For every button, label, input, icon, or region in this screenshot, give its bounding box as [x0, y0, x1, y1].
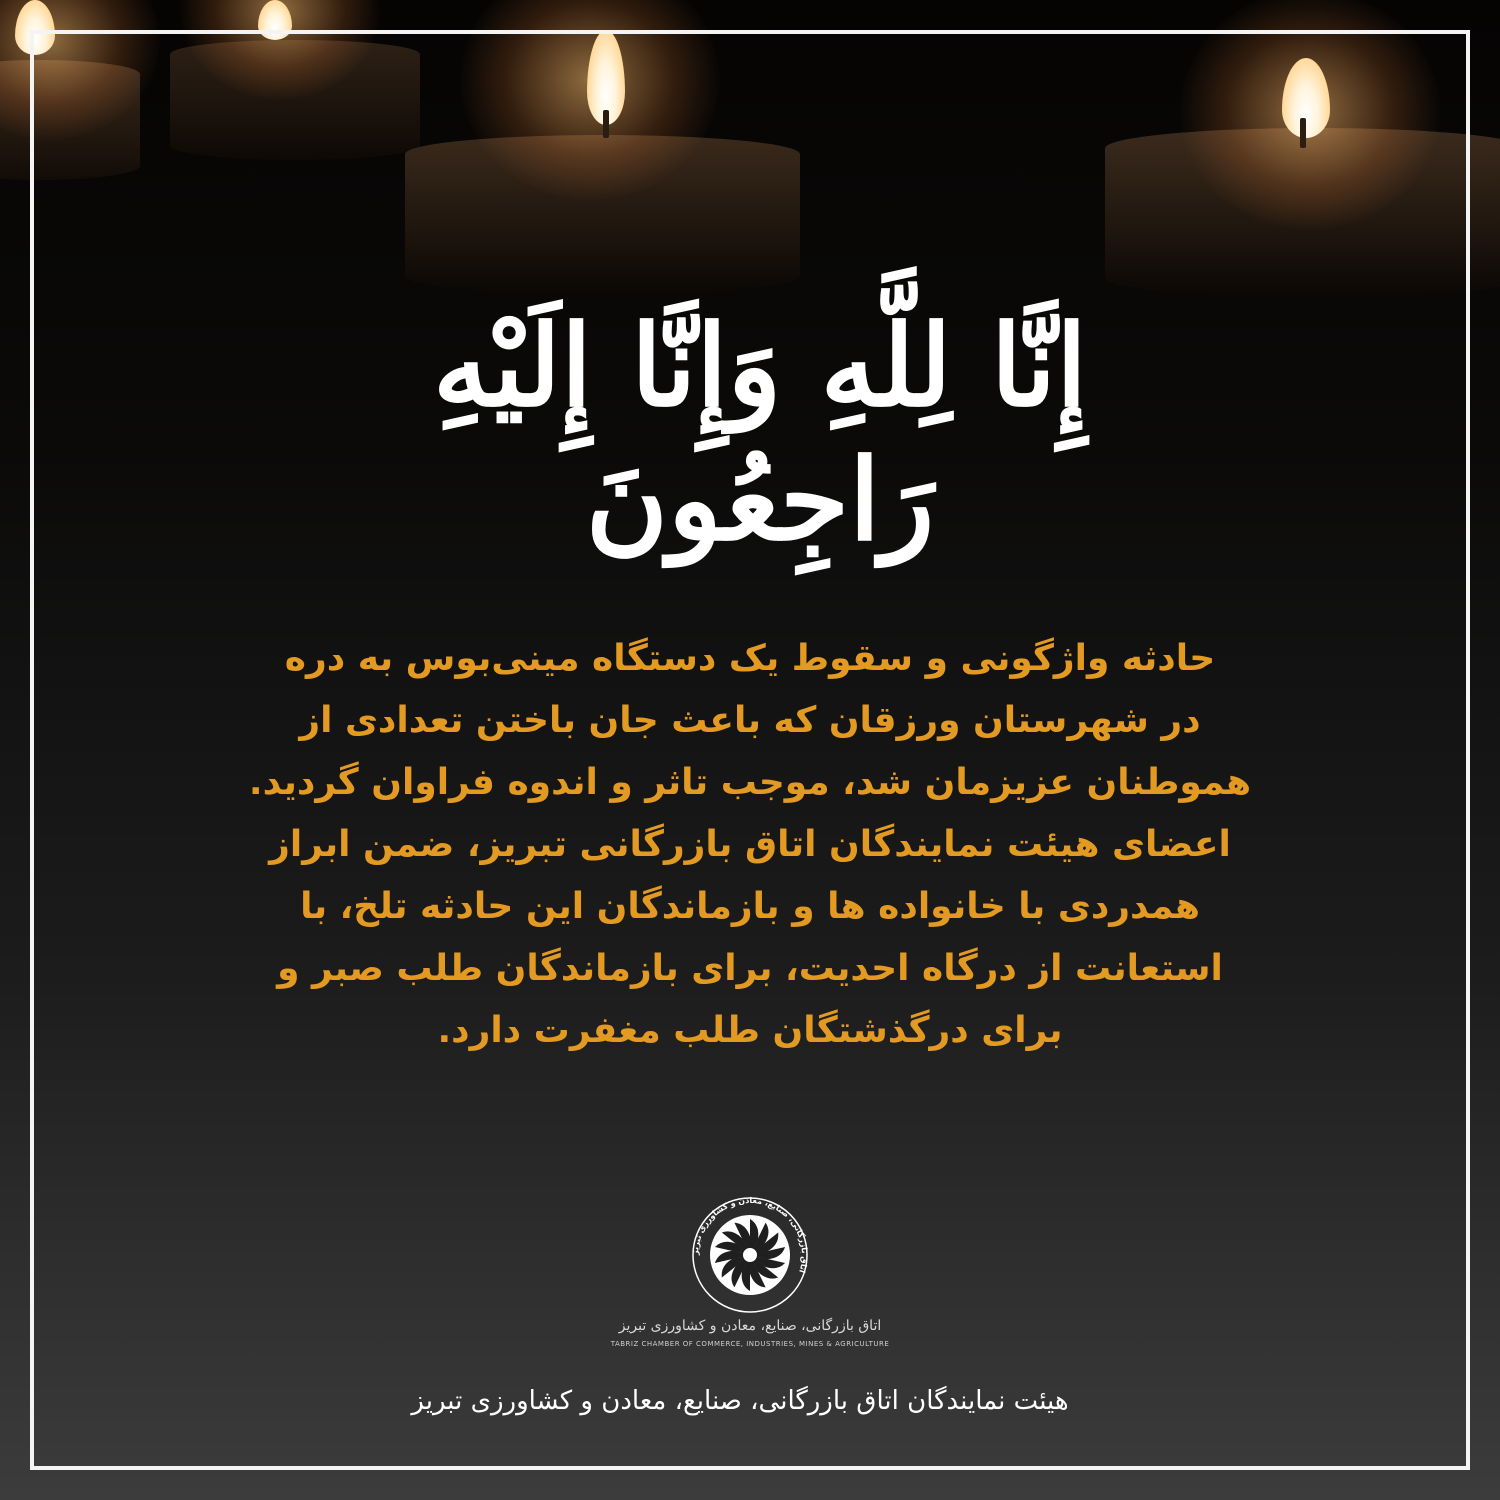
logo-caption-english: TABRIZ CHAMBER OF COMMERCE, INDUSTRIES, MINES & AGRICULTURE — [610, 1340, 890, 1348]
logo-ring-text: اتاق بازرگانی، صنایع، معادن و کشاورزی تبریز — [690, 1195, 810, 1275]
condolence-message — [200, 628, 1300, 1062]
message-line: برای درگذشتگان طلب مغفرت دارد. — [437, 1010, 1063, 1051]
message-line: هموطنان عزیزمان شد، موجب تاثر و اندوه فراوان گردید. — [248, 762, 1252, 803]
message-line: اعضای هیئت نمایندگان اتاق بازرگانی تبریز، ضمن ابراز — [269, 824, 1231, 865]
message-line: استعانت از درگاه احدیت، برای بازماندگان طلب صبر و — [277, 948, 1223, 989]
signature-footer: هیئت نمایندگان اتاق بازرگانی، صنایع، معادن و کشاورزی تبریز — [411, 1386, 1069, 1416]
message-line: در شهرستان ورزقان که باعث جان باختن تعدادی از — [299, 700, 1201, 741]
quran-calligraphy: إِنَّا لِلَّهِ وَإِنَّا إِلَيْهِ رَاجِعُونَ — [432, 301, 1088, 567]
message-line: همدردی با خانواده ها و بازماندگان این حادثه تلخ، با — [300, 886, 1200, 927]
logo-caption-persian: اتاق بازرگانی، صنایع، معادن و کشاورزی تبریز — [618, 1318, 882, 1334]
message-line: حادثه واژگونی و سقوط یک دستگاه مینی‌بوس به دره — [284, 638, 1216, 679]
tabriz-chamber-emblem-icon — [690, 1195, 810, 1315]
